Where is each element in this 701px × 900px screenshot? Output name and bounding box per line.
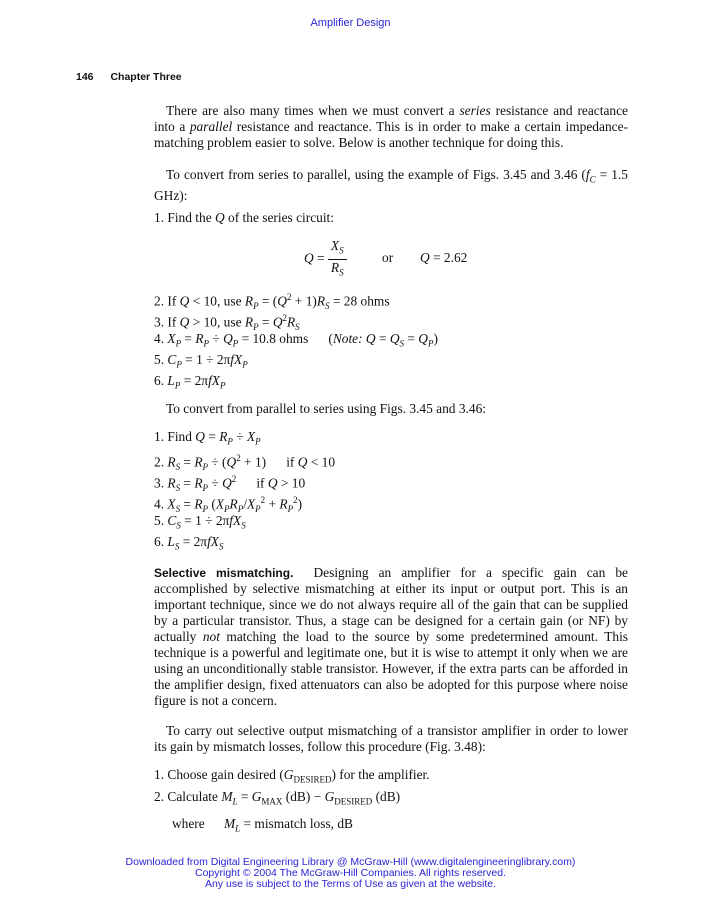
where-label: where: [172, 816, 205, 831]
s2p-step-4: 4. $X_P = R_P \div Q_P = 10.8$ ohms (Note: $Q = Q_S = Q_P$): [154, 331, 438, 349]
s2p-step-6: 6. $L_P = 2\pi fX_P$: [154, 373, 226, 391]
q-fraction: $\frac{X_S}{R_S}$: [328, 238, 347, 280]
selective-heading: Selective mismatching.: [154, 566, 294, 580]
p2s-step-2: 2. $R_S = R_P \div (Q^2 + 1)$ if Q < 10: [154, 453, 336, 473]
p2s-step-4: 4. $X_S = R_P$ $(X_PR_P/X_P^2 + R_P^2)$: [154, 495, 303, 515]
selective-paragraph: Selective mismatching. Designing an amplifier for a specific gain can be accomplished by selective mismatching at either its input or output port. This is an important technique, since we do not always require all of the gain that can be supplied by a particular transistor. Thus, a stage can be designed for a certain gain (or NF) by actually not matching the load to the source by some predetermined amount. This technique is a powerful and legitimate one, but it is wise to attempt it only when we are using an unconditionally stable transistor. However, if the extra parts can be afforded in the amplifier design, fixed attenuators can also be adopted for this purpose where noise figure is not a concern.: [154, 565, 628, 708]
chapter-title: Chapter Three: [110, 71, 182, 83]
procedure-intro: To carry out selective output mismatching of a transistor amplifier in order to lower its gain by mismatch losses, follow this procedure (Fig. 3.48):: [154, 723, 628, 754]
intro-paragraph: There are also many times when we must convert a series resistance and reactance into a parallel resistance and reactance. This is in order to make a certain impedance-matching problem easier to solve. Below is another technique for doing this.: [154, 103, 628, 150]
p2s-step-3: 3. $R_S = R_P \div Q^2$ if Q > 10: [154, 474, 306, 494]
footer-copyright: Copyright © 2004 The McGraw-Hill Companies. All rights reserved.: [195, 867, 506, 879]
p2s-step-1: 1. Find $Q = R_P \div X_P$: [154, 429, 261, 447]
s2p-step-3: 3. If Q > 10, use $R_P = Q^2R_S$: [154, 313, 300, 333]
s2p-step-2: 2. If Q < 10, use $R_P = (Q^2 + 1)R_S = 28$ ohms: [154, 292, 390, 312]
p2s-step-6: 6. $L_S = 2\pi fX_S$: [154, 534, 224, 552]
procedure-step-2: 2. Calculate $M_L = G_{MAX}$ $(dB) - G_{DESIRED}$ (dB): [154, 789, 401, 807]
q-formula-or: or: [382, 250, 394, 265]
footer: [0, 857, 701, 890]
page-number: 146: [76, 71, 94, 83]
site-title: Amplifier Design: [310, 17, 391, 29]
running-head: [76, 71, 182, 83]
footer-terms-link[interactable]: Any use is subject to the Terms of Use as given at the website.: [204, 878, 497, 890]
footer-download-link[interactable]: Downloaded from Digital Engineering Library @ McGraw-Hill (www.digitalengineeringlibrary.com): [125, 856, 576, 868]
parallel-to-series-intro: To convert from parallel to series using Figs. 3.45 and 3.46:: [166, 401, 487, 416]
p2s-step-5: 5. $C_S = 1 \div 2\pi fX_S$: [154, 513, 246, 531]
step-find-q: 1. Find the Q of the series circuit:: [154, 210, 335, 225]
series-to-parallel-intro: To convert from series to parallel, using the example of Figs. 3.45 and 3.46 ($f_C = 1.5$ GHz):: [154, 167, 628, 203]
where-text: $M_L$ = mismatch loss, dB: [224, 816, 353, 834]
procedure-step-1: 1. Choose gain desired $(G_{DESIRED})$ for the amplifier.: [154, 767, 430, 785]
s2p-step-5: 5. $C_P = 1 \div 2\pi fX_P$: [154, 352, 248, 370]
q-value: Q = 2.62: [420, 250, 468, 265]
q-formula: Q = $\frac{X_S}{R_S}$: [304, 238, 347, 280]
